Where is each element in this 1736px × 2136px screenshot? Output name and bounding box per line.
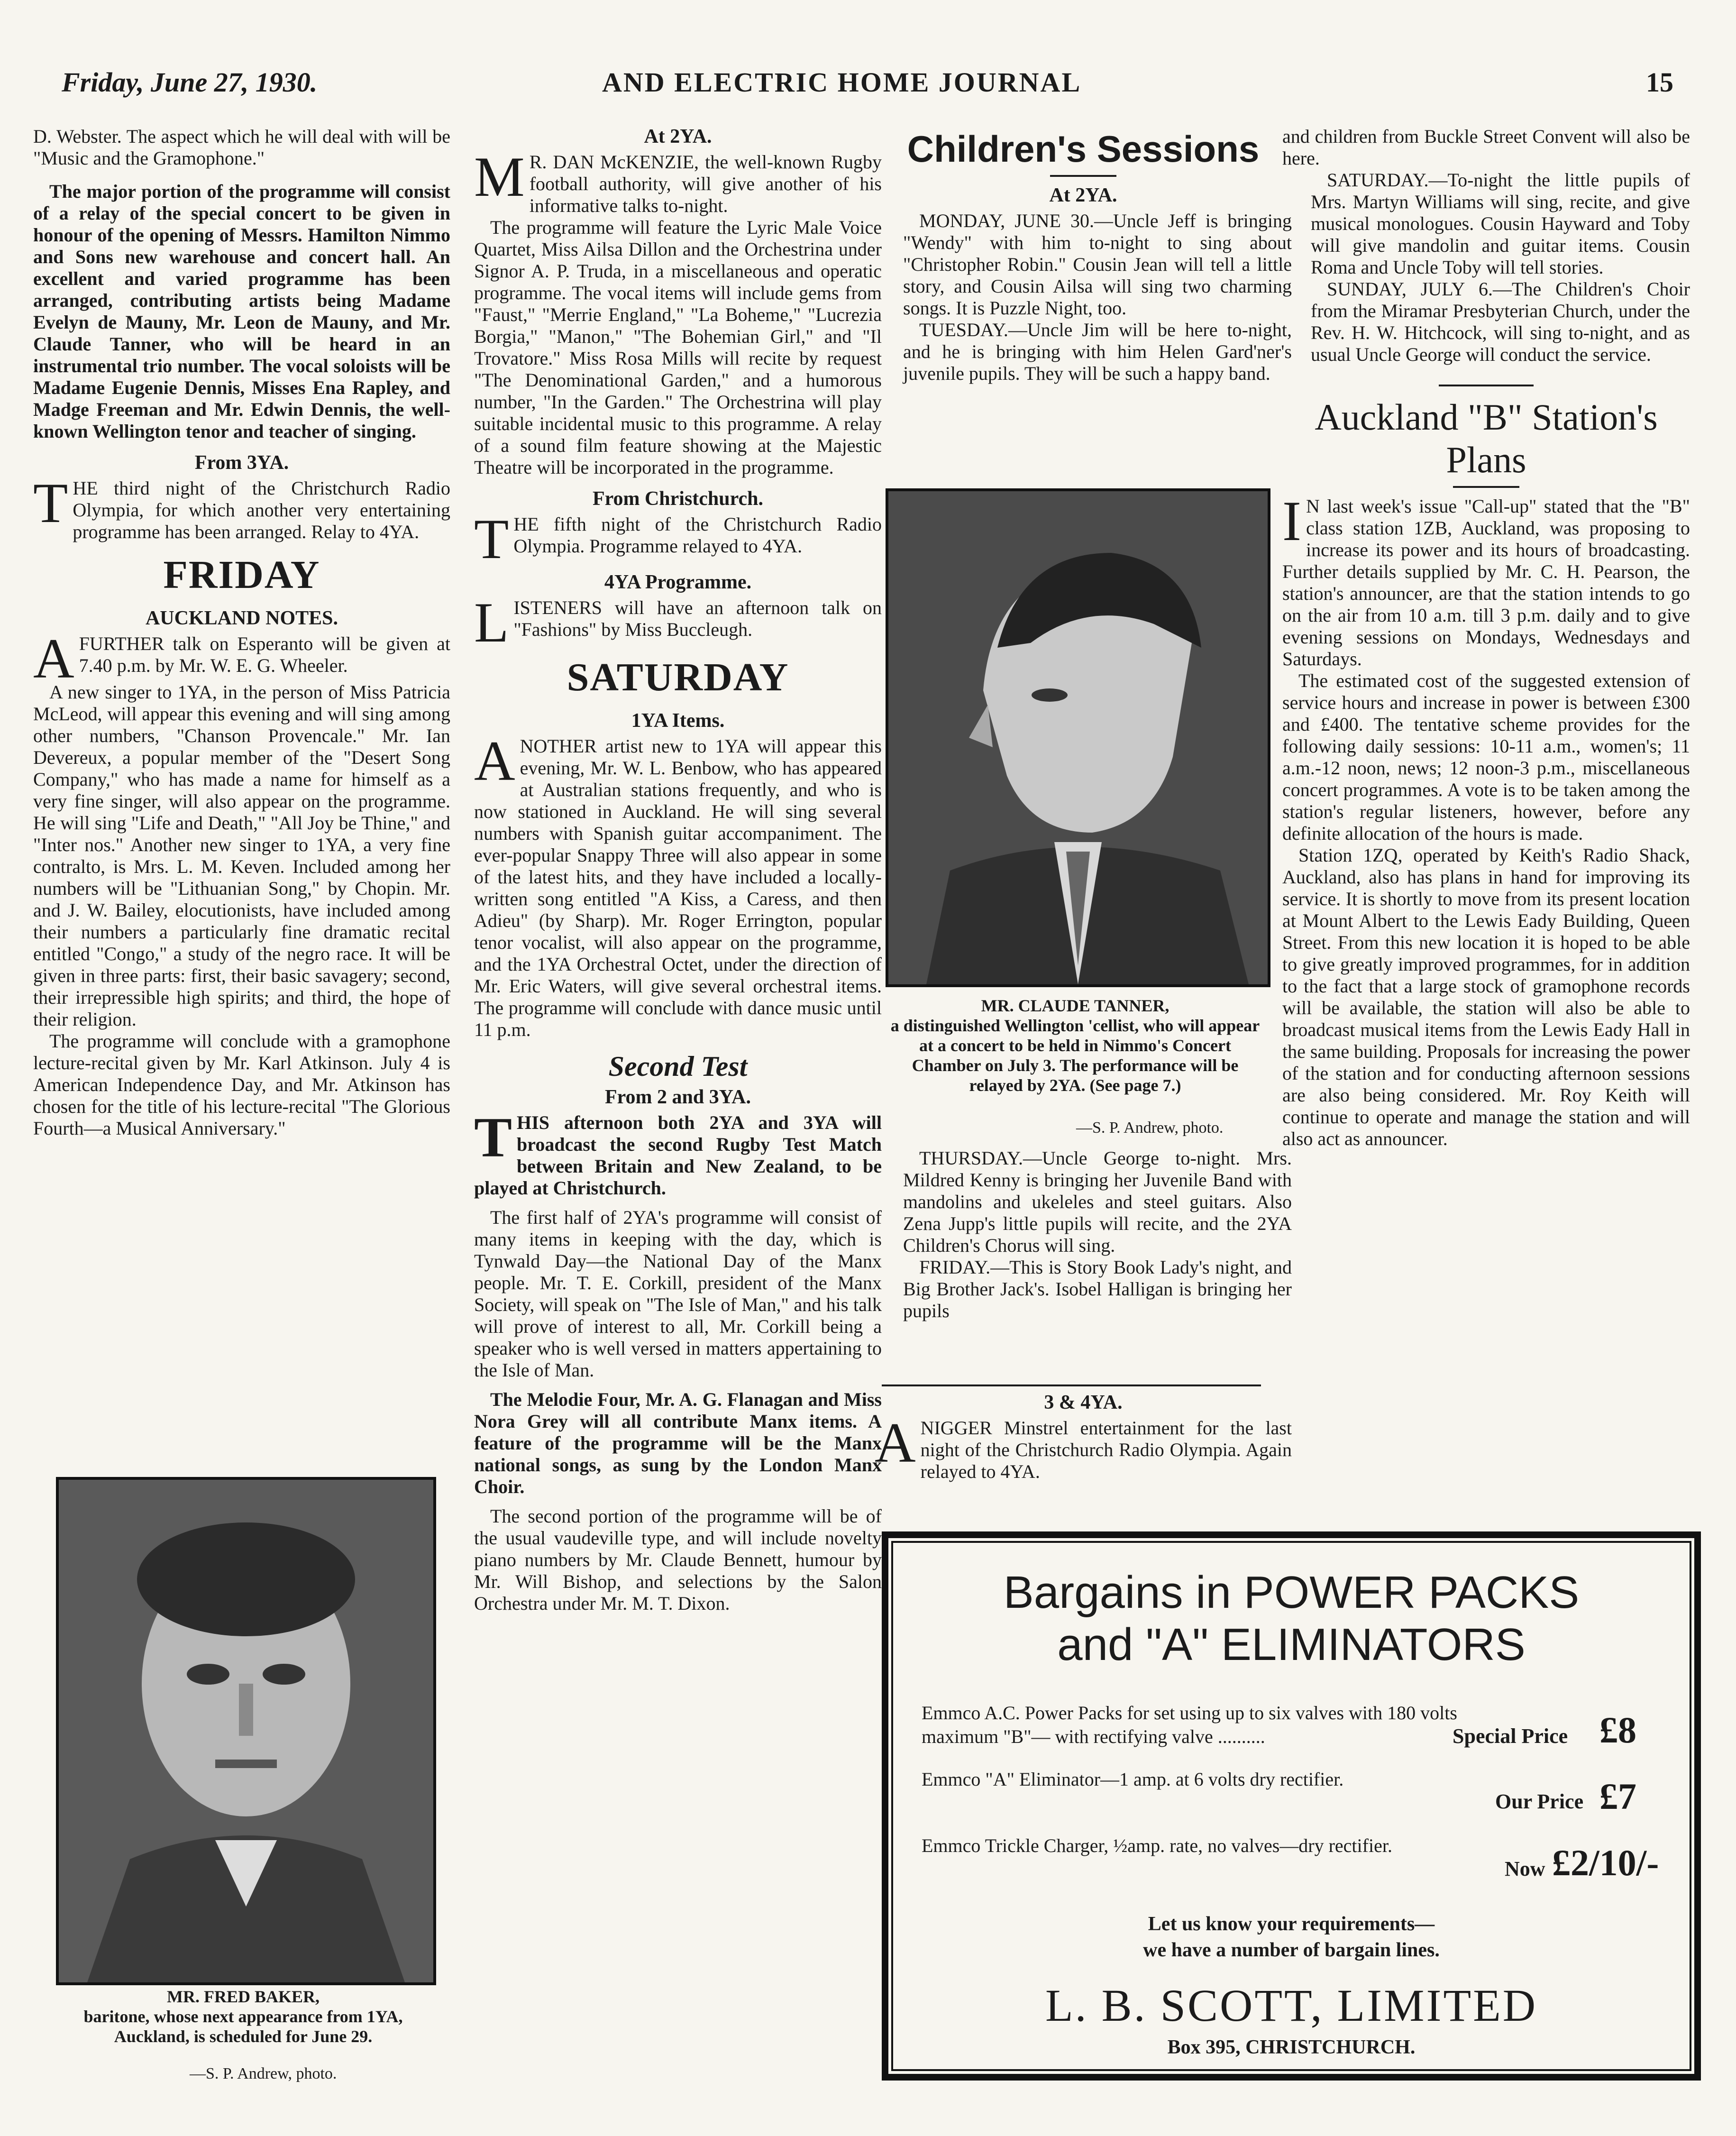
- caption-name: MR. CLAUDE TANNER,: [981, 996, 1170, 1015]
- section-heading: 4YA Programme.: [604, 571, 752, 593]
- advertisement-power-packs: [882, 1531, 1701, 2081]
- drop-cap: T: [33, 471, 68, 534]
- article-text: The estimated cost of the suggested extension of service hours and increase in power is between £300 and £400. The tentative scheme provides for the following daily sessions: 10-11 a.m., women's; 11 a.m.-12 noon, news; 12 noon-3 p.m., miscellaneous concert programmes. A vote is to be taken among the station's regular listeners, however, before any definite allocation of the hours is made.: [1282, 670, 1690, 844]
- drop-cap: A: [875, 1411, 916, 1474]
- ad-item-trickle-charger: Emmco Trickle Charger, ½amp. rate, no valves—dry rectifier.: [922, 1835, 1392, 1856]
- drop-cap: L: [474, 591, 509, 654]
- article-text: NOTHER artist new to 1YA will appear this evening, Mr. W. L. Benbow, who has appeared at Australian stations frequently, and who is now stationed in Auckland. He will sing several numbers with Spanish guitar accompaniment. The ever-popular Snappy Three will also appear in some of the latest hits, and they have included a locally-written song entitled "A Kiss, a Caress, and then Adieu" (by Sharp). Mr. Roger Errington, popular tenor vocalist, will also appear on the programme, and the 1YA Orchestral Octet, under the direction of Mr. Eric Waters, will give several orchestral items. The programme will conclude with dance music until 11 p.m.: [474, 735, 882, 1040]
- column-1: [33, 126, 450, 1139]
- article-text: The programme will conclude with a gramophone lecture-recital given by Mr. Karl Atkinson. July 4 is American Independence Day, and Mr. Atkinson has chosen for the title of his lecture-recital "The Glorious Fourth—a Musical Anniversary.": [33, 1030, 450, 1139]
- title-rule: [1050, 175, 1116, 177]
- article-text: HE fifth night of the Christchurch Radio Olympia. Programme relayed to 4YA.: [513, 513, 882, 557]
- session-monday: MONDAY, JUNE 30.—Uncle Jeff is bringing "Wendy" with him to-night to sing about "Christopher Robin." Cousin Jean will tell a little story, and Cousin Ailsa will sing two charming songs. It is Puzzle Night, too.: [903, 210, 1292, 319]
- caption-text: a distinguished Wellington 'cellist, who will appear at a concert to be held in Nimmo's Concert Chamber on July 3. The performance will be relayed by 2YA. (See page 7.): [890, 1016, 1260, 1095]
- section-heading: 3 & 4YA.: [1044, 1392, 1123, 1413]
- portrait-image: [888, 491, 1268, 984]
- section-heading: From 3YA.: [194, 452, 289, 474]
- ad-cta: Let us know your requirements—: [1148, 1913, 1435, 1935]
- section-heading: 1YA Items.: [631, 710, 725, 732]
- caption-name: MR. FRED BAKER,: [167, 1987, 320, 2006]
- photo-credit: —S. P. Andrew, photo.: [1076, 1119, 1224, 1137]
- article-text: The major portion of the programme will consist of a relay of the special concert to be given in honour of the opening of Messrs. Hamilton Nimmo and Sons new warehouse and concert hall. An excellent and varied programme has been arranged, contributing artists being Madame Evelyn de Mauny, Mr. Leon de Mauny, and Mr. Claude Tanner, who will be heard in an instrumental trio number. The vocal soloists will be Madame Eugenie Dennis, Misses Ena Rapley, and Madge Freeman and Mr. Edwin Dennis, the well-known Wellington tenor and teacher of singing.: [33, 181, 450, 442]
- drop-cap: T: [474, 1106, 512, 1169]
- section-divider: [882, 1384, 1261, 1386]
- portrait-photo-claude-tanner: [886, 488, 1270, 987]
- section-heading: From Christchurch.: [592, 488, 764, 510]
- column-3: [875, 126, 1292, 385]
- price-amount: £8: [1599, 1709, 1636, 1751]
- day-heading-saturday: SATURDAY: [566, 655, 789, 699]
- section-title-auckland-b: Auckland "B" Station's Plans: [1315, 396, 1658, 480]
- day-heading-friday: FRIDAY: [163, 553, 320, 597]
- portrait-photo-fred-baker: [56, 1477, 436, 1985]
- article-text: N last week's issue "Call-up" stated that the "B" class station 1ZB, Auckland, was proposing to increase its power and its hours of broadcasting. Further details supplied by Mr. C. H. Pearson, the station's announcer, are that the station intends to go on the air from 10 a.m. till 3 p.m. daily and to give evening sessions on Mondays, Wednesdays and Saturdays.: [1282, 495, 1690, 669]
- title-rule: [1453, 486, 1519, 488]
- article-text: HIS afternoon both 2YA and 3YA will broadcast the second Rugby Test Match between Britain and New Zealand, to be played at Christchurch.: [474, 1112, 882, 1199]
- article-text: ISTENERS will have an afternoon talk on "Fashions" by Miss Buccleugh.: [513, 597, 882, 640]
- photo-caption: [56, 1987, 430, 2046]
- price-amount: £7: [1599, 1776, 1636, 1817]
- portrait-image: [59, 1480, 433, 1982]
- issue-date: Friday, June 27, 1930.: [62, 67, 318, 98]
- journal-title: AND ELECTRIC HOME JOURNAL: [602, 67, 1082, 98]
- price-label: Our Price: [1495, 1790, 1584, 1813]
- section-title-childrens-sessions: Children's Sessions: [907, 128, 1260, 170]
- session-thursday: THURSDAY.—Uncle George to-night. Mrs. Mildred Kenny is bringing her Juvenile Band with mandolins and ukeleles and steel guitars. Also Zena Jupp's little pupils will recite, and the 2YA Children's Chorus will sing.: [903, 1147, 1292, 1256]
- photo-caption: [886, 996, 1265, 1095]
- article-text: The Melodie Four, Mr. A. G. Flanagan and Miss Nora Grey will all contribute Manx items. A feature of the programme will be the Manx national songs, as sung by the London Manx Choir.: [474, 1389, 882, 1497]
- section-rule: [1439, 385, 1534, 386]
- ad-cta: we have a number of bargain lines.: [1143, 1939, 1440, 1961]
- photo-credit: —S. P. Andrew, photo.: [190, 2065, 337, 2082]
- session-friday: FRIDAY.—This is Story Book Lady's night, and Big Brother Jack's. Isobel Halligan is bringing her pupils: [903, 1256, 1292, 1321]
- article-text: The second portion of the programme will be of the usual vaudeville type, and will include novelty piano numbers by Mr. Claude Bennett, humour by Mr. Will Bishop, and selections by the Salon Orchestra under Mr. M. T. Dixon.: [474, 1505, 882, 1614]
- article-text: D. Webster. The aspect which he will deal with will be "Music and the Gramophone.": [33, 126, 450, 169]
- ad-item-power-pack-cont: maximum "B"— with rectifying valve ..........: [922, 1726, 1265, 1747]
- article-text: NIGGER Minstrel entertainment for the last night of the Christchurch Radio Olympia. Again relayed to 4YA.: [920, 1417, 1292, 1482]
- article-text: R. DAN McKENZIE, the well-known Rugby football authority, will give another of his informative talks to-night.: [529, 151, 882, 216]
- ad-item-power-pack: Emmco A.C. Power Packs for set using up to six valves with 180 volts: [922, 1702, 1457, 1723]
- drop-cap: T: [474, 507, 509, 570]
- section-heading-second-test: Second Test: [608, 1051, 748, 1082]
- ad-address: Box 395, CHRISTCHURCH.: [1167, 2036, 1416, 2058]
- article-text: The programme will feature the Lyric Male Voice Quartet, Miss Ailsa Dillon and the Orchestrina under Signor A. P. Truda, in a miscellaneous and operatic programme. The vocal items will include gems from "Faust," "Merrie England," "La Boheme," "Lucrezia Borgia," "Manon," "The Bohemian Girl," and "Il Trovatore." Miss Rosa Mills will recite by request "The Denominational Garden," and a humorous number, "In the Garden." The Orchestrina will play suitable incidental music to this programme. A relay of a sound film feature showing at the Majestic Theatre will be incorporated in the programme.: [474, 217, 882, 478]
- column-3-bottom: [875, 1392, 1292, 1483]
- drop-cap: A: [474, 729, 515, 792]
- caption-text: baritone, whose next appearance from 1YA, Auckland, is scheduled for June 29.: [83, 2007, 403, 2046]
- section-heading: At 2YA.: [644, 126, 712, 147]
- drop-cap: M: [474, 145, 525, 208]
- page-header: [43, 66, 1683, 109]
- column-3-continued: [875, 1147, 1292, 1322]
- drop-cap: I: [1282, 489, 1301, 552]
- ad-company: L. B. SCOTT, LIMITED: [1045, 1980, 1538, 2031]
- ad-title-line-1: Bargains in POWER PACKS: [1003, 1567, 1580, 1618]
- session-tuesday: TUESDAY.—Uncle Jim will be here to-night, and he is bringing with him Helen Gard'ner's juvenile pupils. They will be such a happy band.: [903, 319, 1292, 384]
- ad-item-eliminator: Emmco "A" Eliminator—1 amp. at 6 volts dry rectifier.: [922, 1769, 1344, 1790]
- session-sunday: SUNDAY, JULY 6.—The Children's Choir from the Miramar Presbyterian Church, under the Rev. H. W. Hitchcock, will sing to-night, and as usual Uncle George will conduct the service.: [1311, 278, 1690, 365]
- page-number: 15: [1646, 67, 1673, 98]
- session-saturday: SATURDAY.—To-night the little pupils of Mrs. Martyn Williams will sing, recite, and give musical monologues. Cousin Hayward and Toby will give mandolin and guitar items. Cousin Roma and Uncle Toby will tell stories.: [1311, 169, 1690, 278]
- section-heading: From 2 and 3YA.: [604, 1086, 751, 1108]
- article-text: Station 1ZQ, operated by Keith's Radio Shack, Auckland, also has plans in hand for improving its service. It is shortly to move from its present location at Mount Albert to the Lewis Eady Building, Queen Street. From this new location it is hoped to be able to give greatly improved programmes, for in addition to the fact that a large stock of gramophone records will be available, the station will also be able to broadcast musical items from the Lewis Eady Hall in the same building. Proposals for increasing the power of the station and for conducting afternoon sessions are also being considered. Mr. Roy Keith will continue to operate and manage the station and will also act as announcer.: [1282, 844, 1690, 1149]
- section-heading: At 2YA.: [1049, 184, 1117, 206]
- section-heading: AUCKLAND NOTES.: [145, 607, 338, 629]
- price-amount: £2/10/-: [1552, 1842, 1659, 1883]
- article-text: A new singer to 1YA, in the person of Miss Patricia McLeod, will appear this evening and will sing among other numbers, "Chanson Provencale." Mr. Ian Devereux, a popular member of the "Desert Song Company," who has made a name for himself as a very fine singer, will also appear on the programme. He will sing "Life and Death," "All Joy be Thine," and "Inter nos." Another new singer to 1YA, a very fine contralto, is Mrs. L. M. Keven. Included among her numbers will be "Lithuanian Song," by Chopin. Mr. and J. W. Bailey, elocutionists, have included among their numbers a particularly fine dramatic recital entitled "Congo," a study of the negro race. It will be given in three parts: first, their basic savagery; second, their irrepressible high spirits; and third, the hope of their religion.: [33, 681, 450, 1030]
- article-text: HE third night of the Christchurch Radio Olympia, for which another very entertaining programme has been arranged. Relay to 4YA.: [73, 477, 450, 542]
- session-continued: and children from Buckle Street Convent will also be here.: [1282, 126, 1690, 169]
- article-text: FURTHER talk on Esperanto will be given at 7.40 p.m. by Mr. W. E. G. Wheeler.: [79, 633, 450, 676]
- column-4: [1282, 126, 1690, 1150]
- column-2: [474, 126, 882, 1614]
- price-label: Now: [1505, 1857, 1545, 1880]
- drop-cap: A: [33, 627, 74, 690]
- ad-title-line-2: and "A" ELIMINATORS: [1057, 1619, 1526, 1670]
- article-text: The first half of 2YA's programme will consist of many items in keeping with the day, which is Tynwald Day—the National Day of the Manx people. Mr. T. E. Corkill, president of the Manx Society, will speak on "The Isle of Man," and his talk will prove of interest to all, Mr. Corkill being a speaker who is well versed in matters appertaining to the Isle of Man.: [474, 1207, 882, 1381]
- price-label: Special Price: [1453, 1724, 1568, 1748]
